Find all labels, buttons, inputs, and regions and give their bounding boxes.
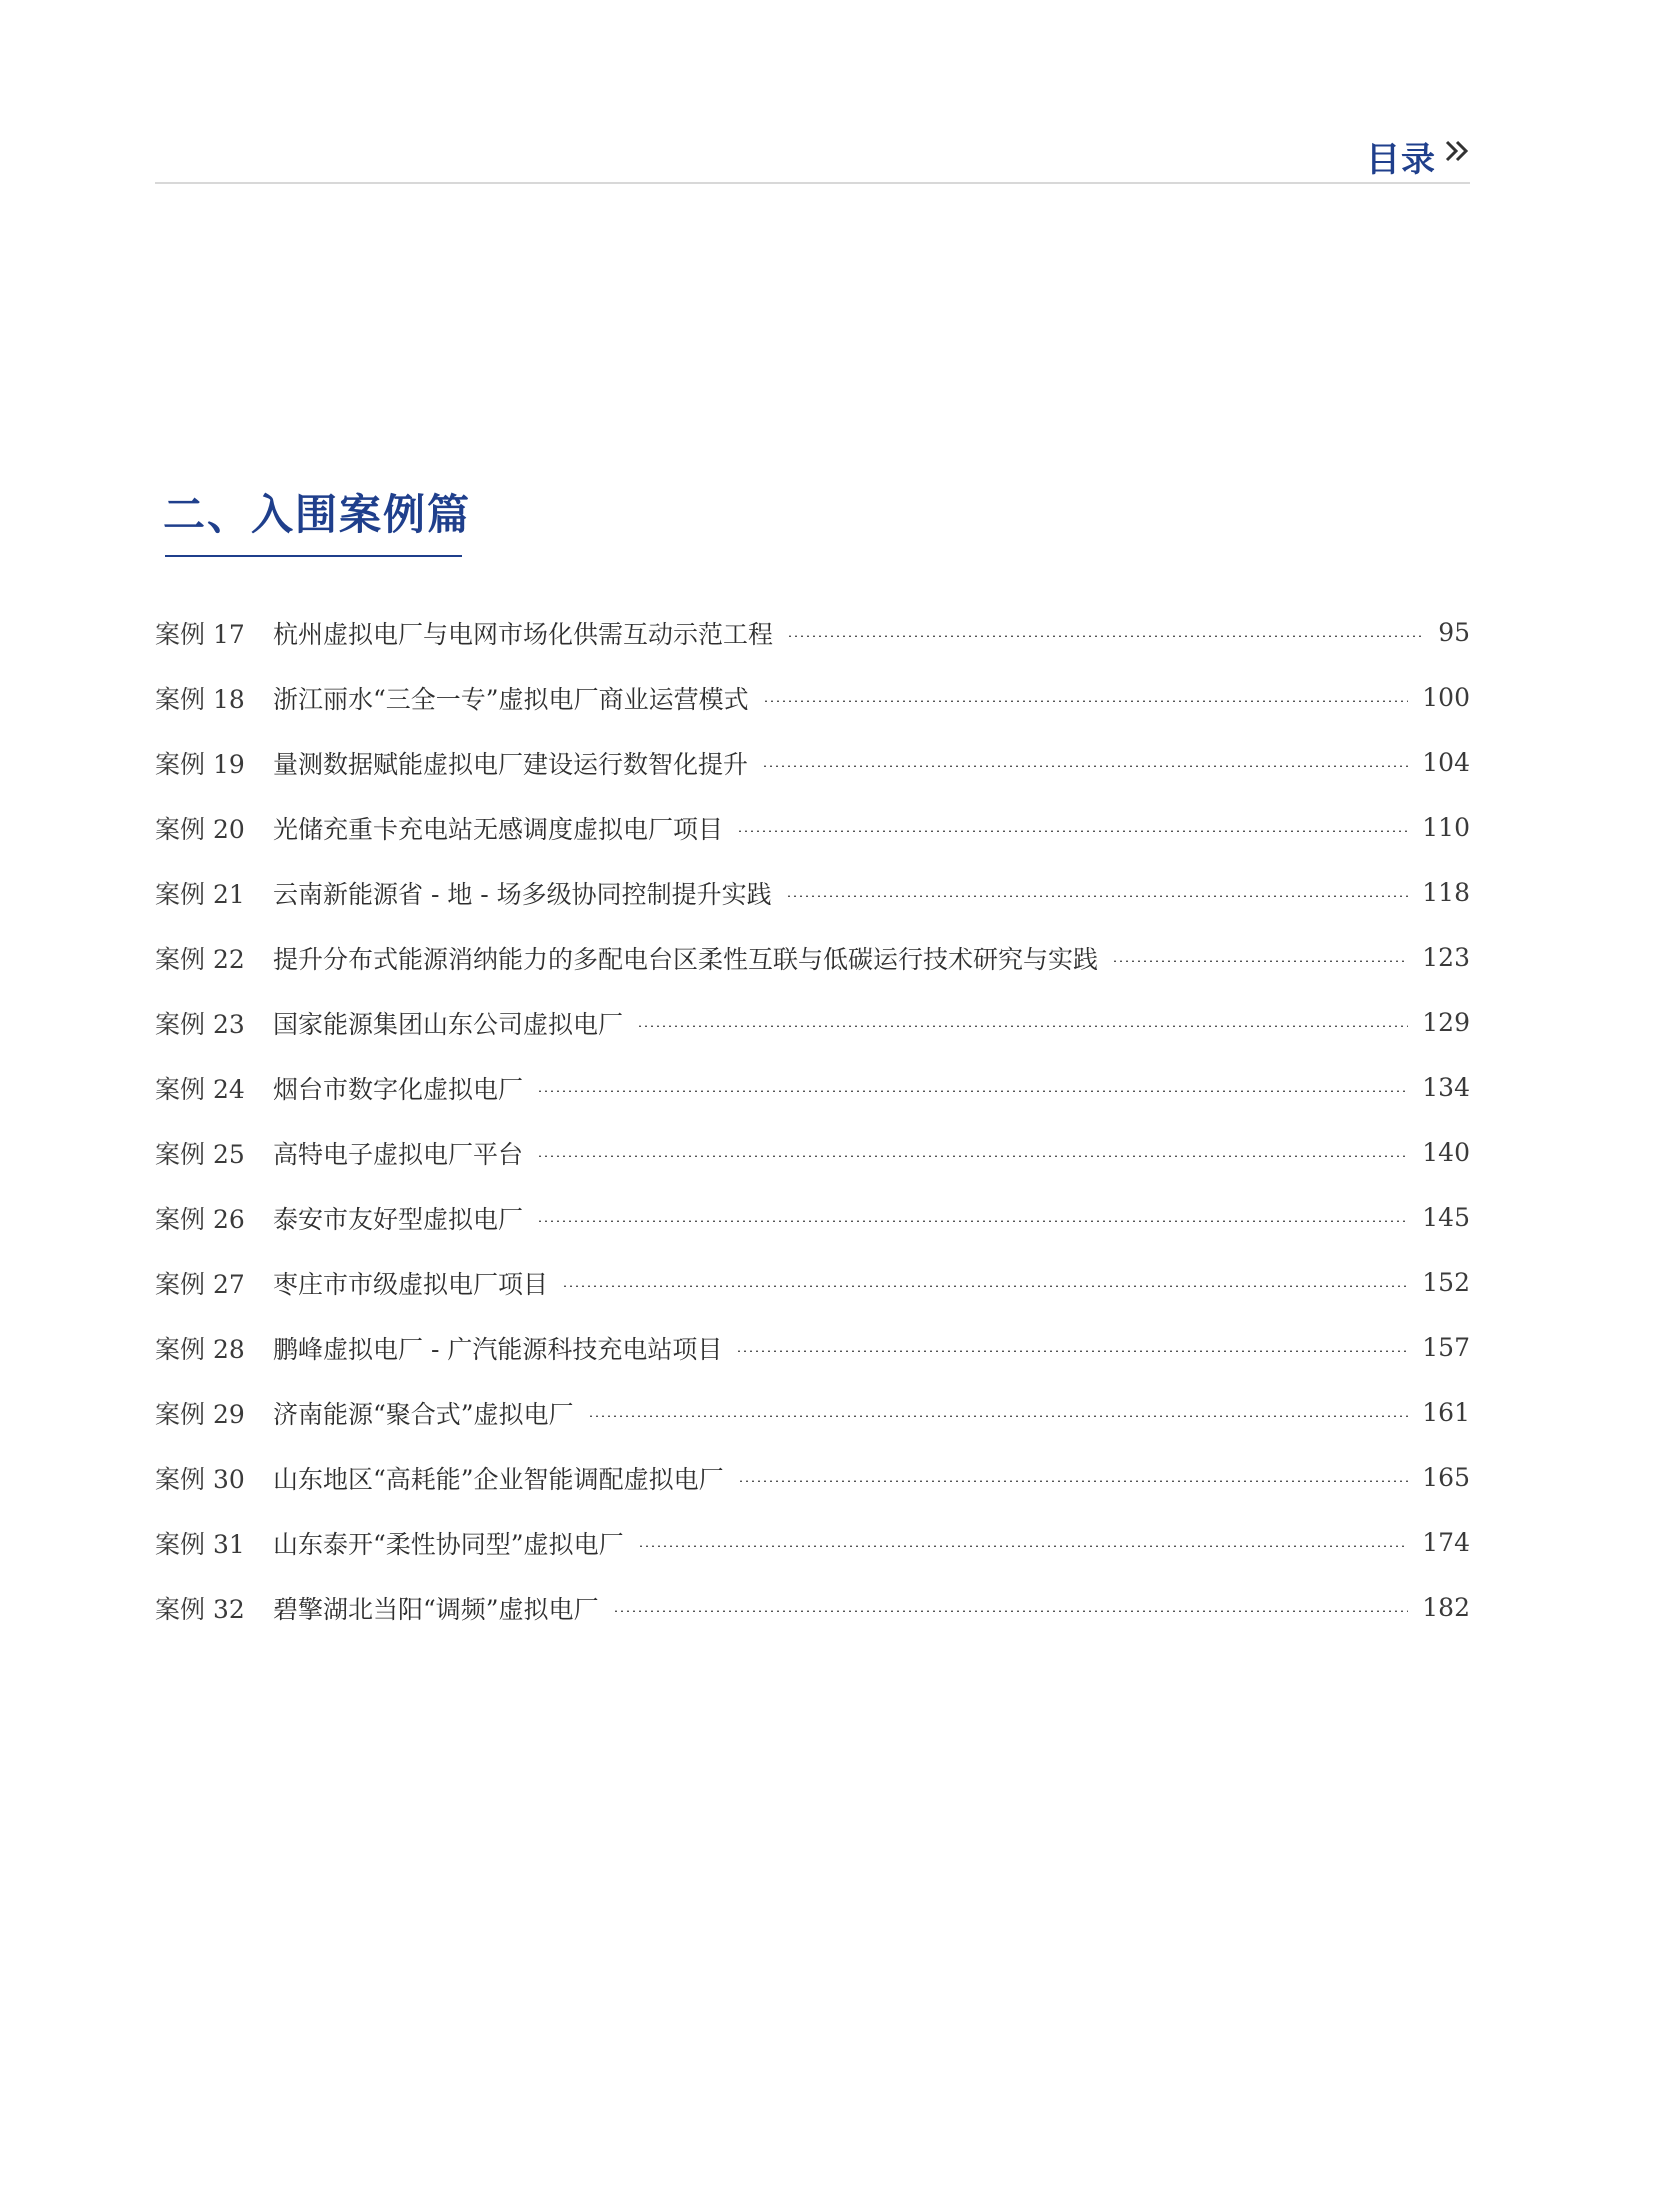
toc-dot-leader (737, 830, 1408, 832)
toc-case-number: 案例 30 (155, 1464, 245, 1494)
toc-case-number: 案例 20 (155, 814, 245, 844)
toc-entry-title: 光储充重卡充电站无感调度虚拟电厂项目 (273, 814, 724, 844)
toc-entry[interactable] (155, 1250, 1470, 1315)
toc-entry[interactable] (155, 1510, 1470, 1575)
toc-entry[interactable] (155, 1185, 1470, 1250)
toc-page-number: 140 (1422, 1138, 1470, 1167)
toc-dot-leader (638, 1545, 1409, 1547)
toc-case-number: 案例 22 (155, 944, 245, 974)
toc-entry-title: 量测数据赋能虚拟电厂建设运行数智化提升 (273, 749, 749, 779)
toc-page-number: 123 (1422, 943, 1470, 972)
toc-case-number: 案例 27 (155, 1269, 245, 1299)
toc-dot-leader (537, 1220, 1408, 1222)
toc-case-number: 案例 23 (155, 1009, 245, 1039)
toc-dot-leader (637, 1025, 1408, 1027)
toc-page-number: 182 (1422, 1593, 1470, 1622)
toc-page-number: 118 (1422, 878, 1470, 907)
toc-entry[interactable] (155, 1315, 1470, 1380)
toc-entry[interactable] (155, 1575, 1470, 1640)
toc-page-number: 95 (1438, 618, 1470, 647)
toc-case-number: 案例 26 (155, 1204, 245, 1234)
toc-entry[interactable] (155, 1120, 1470, 1185)
toc-page-number: 100 (1422, 683, 1470, 712)
table-of-contents (155, 600, 1470, 1640)
toc-case-number: 案例 31 (155, 1529, 245, 1559)
toc-dot-leader (613, 1610, 1409, 1612)
header-title: 目录 (1366, 140, 1436, 180)
toc-page-number: 165 (1422, 1463, 1470, 1492)
toc-dot-leader (738, 1480, 1409, 1482)
toc-entry-title: 泰安市友好型虚拟电厂 (273, 1204, 524, 1234)
toc-dot-leader (786, 895, 1409, 897)
toc-entry-title: 杭州虚拟电厂与电网市场化供需互动示范工程 (273, 619, 774, 649)
toc-entry[interactable] (155, 665, 1470, 730)
toc-entry[interactable] (155, 990, 1470, 1055)
toc-page-number: 145 (1422, 1203, 1470, 1232)
toc-entry-title: 提升分布式能源消纳能力的多配电台区柔性互联与低碳运行技术研究与实践 (273, 944, 1099, 974)
toc-case-number: 案例 18 (155, 684, 245, 714)
toc-case-number: 案例 24 (155, 1074, 245, 1104)
toc-entry-title: 云南新能源省 - 地 - 场多级协同控制提升实践 (273, 879, 772, 909)
toc-entry-title: 鹏峰虚拟电厂 - 广汽能源科技充电站项目 (273, 1334, 723, 1364)
toc-entry-title: 国家能源集团山东公司虚拟电厂 (273, 1009, 624, 1039)
toc-dot-leader (736, 1350, 1408, 1352)
toc-entry-title: 高特电子虚拟电厂平台 (273, 1139, 524, 1169)
toc-entry[interactable] (155, 860, 1470, 925)
toc-dot-leader (763, 700, 1409, 702)
toc-page-number: 104 (1422, 748, 1470, 777)
toc-case-number: 案例 17 (155, 619, 245, 649)
toc-case-number: 案例 25 (155, 1139, 245, 1169)
section-title: 二、入围案例篇 (163, 490, 472, 539)
toc-entry-title: 烟台市数字化虚拟电厂 (273, 1074, 524, 1104)
toc-entry[interactable] (155, 795, 1470, 860)
toc-page-number: 161 (1422, 1398, 1470, 1427)
toc-entry-title: 碧擎湖北当阳“调频”虚拟电厂 (273, 1594, 599, 1624)
toc-page-number: 129 (1422, 1008, 1470, 1037)
toc-page-number: 157 (1422, 1333, 1470, 1362)
toc-case-number: 案例 29 (155, 1399, 245, 1429)
toc-dot-leader (787, 635, 1424, 637)
toc-entry-title: 浙江丽水“三全一专”虚拟电厂商业运营模式 (273, 684, 749, 714)
toc-entry[interactable] (155, 1380, 1470, 1445)
double-chevron-right-icon (1444, 136, 1470, 166)
toc-entry-title: 山东泰开“柔性协同型”虚拟电厂 (273, 1529, 624, 1559)
toc-entry[interactable] (155, 925, 1470, 990)
toc-dot-leader (562, 1285, 1408, 1287)
section-underline (165, 555, 462, 557)
toc-page-number: 152 (1422, 1268, 1470, 1297)
toc-dot-leader (762, 765, 1408, 767)
toc-case-number: 案例 28 (155, 1334, 245, 1364)
toc-entry[interactable] (155, 1445, 1470, 1510)
toc-page-number: 110 (1422, 813, 1470, 842)
toc-page-number: 174 (1422, 1528, 1470, 1557)
toc-case-number: 案例 32 (155, 1594, 245, 1624)
toc-dot-leader (1112, 960, 1408, 962)
toc-dot-leader (537, 1090, 1408, 1092)
toc-dot-leader (537, 1155, 1408, 1157)
toc-entry[interactable] (155, 1055, 1470, 1120)
toc-entry[interactable] (155, 600, 1470, 665)
toc-entry-title: 济南能源“聚合式”虚拟电厂 (273, 1399, 574, 1429)
toc-entry[interactable] (155, 730, 1470, 795)
page-header (155, 120, 1470, 184)
toc-entry-title: 枣庄市市级虚拟电厂项目 (273, 1269, 549, 1299)
toc-dot-leader (588, 1415, 1409, 1417)
toc-case-number: 案例 21 (155, 879, 245, 909)
toc-entry-title: 山东地区“高耗能”企业智能调配虚拟电厂 (273, 1464, 724, 1494)
toc-page-number: 134 (1422, 1073, 1470, 1102)
toc-case-number: 案例 19 (155, 749, 245, 779)
